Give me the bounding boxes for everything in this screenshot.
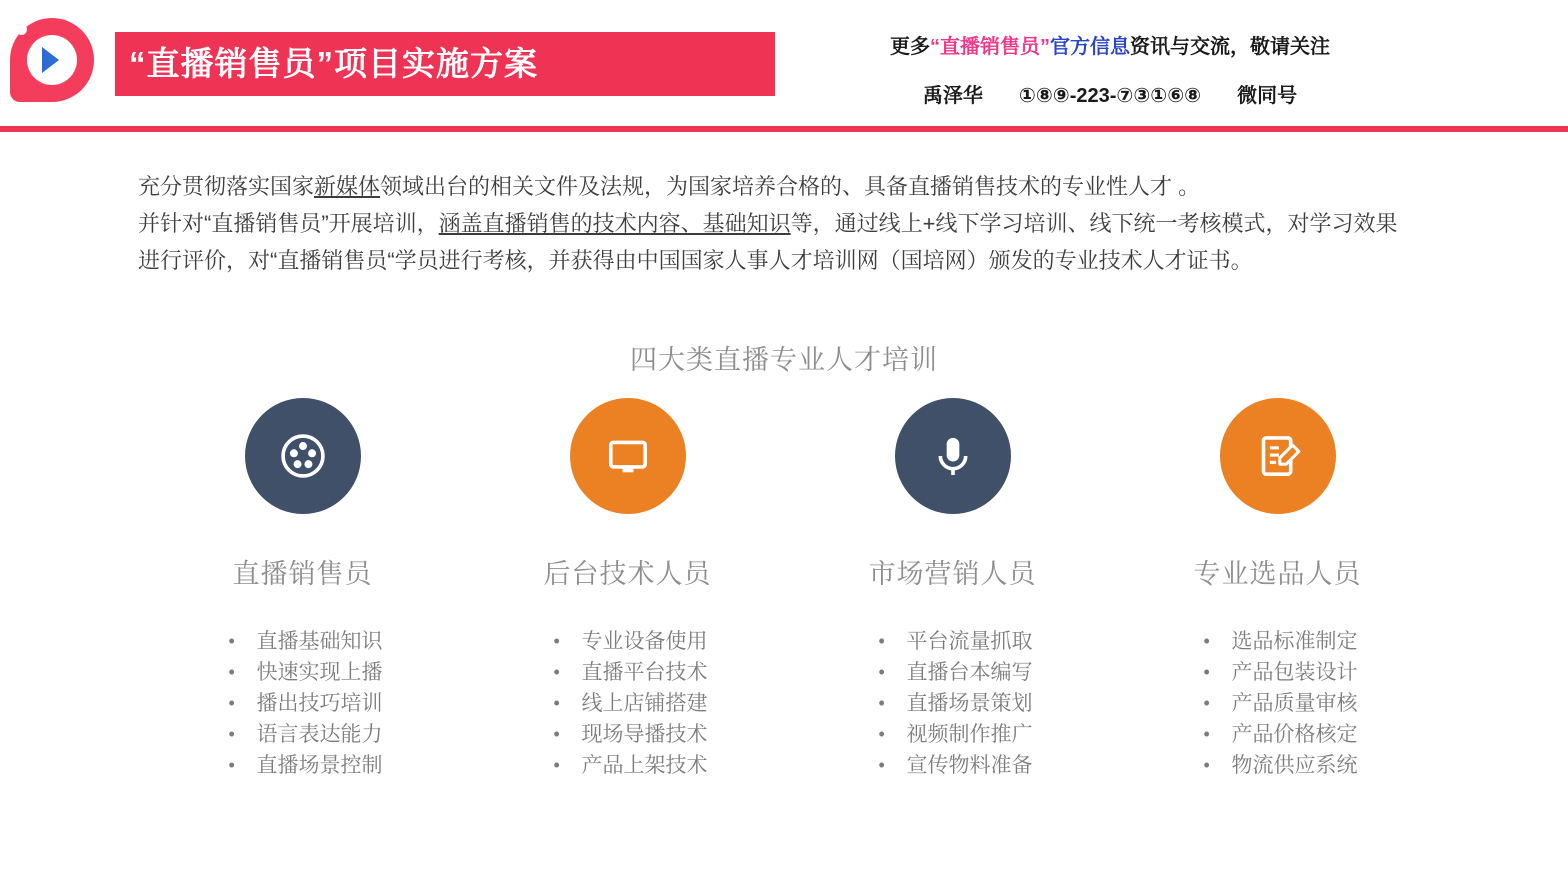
category-title: 直播销售员 <box>232 559 373 589</box>
list-item: • 播出技巧培训 <box>223 689 383 719</box>
contact-block <box>800 30 1420 108</box>
category-column <box>140 398 465 803</box>
category-bullet-list <box>548 627 708 782</box>
category-column <box>465 398 790 803</box>
category-title: 后台技术人员 <box>543 559 712 589</box>
category-column <box>1115 398 1440 803</box>
contact-person-name: 禹泽华 <box>922 85 983 107</box>
paragraph-seg-2-underlined: 新媒体 <box>314 174 381 199</box>
page-header <box>0 0 1568 122</box>
list-item: • 产品质量审核 <box>1198 689 1358 719</box>
paragraph-seg-4: 并针对“直播销售员”开展培训， <box>138 211 439 236</box>
list-item: • 直播场景控制 <box>223 751 383 781</box>
list-item: • 平台流量抓取 <box>873 627 1033 657</box>
category-bullet-list <box>223 627 383 782</box>
category-bullet-list <box>1198 627 1358 782</box>
contact-more-label: 更多 <box>890 36 930 58</box>
list-item: • 产品上架技术 <box>548 751 708 781</box>
logo-dot <box>16 24 27 35</box>
paragraph-seg-5-underlined: 涵盖直播销售的技术内容、基础知识 <box>438 211 791 236</box>
list-item: • 直播台本编写 <box>873 658 1033 688</box>
intro-paragraph <box>138 168 1418 279</box>
microphone-icon <box>895 398 1011 514</box>
contact-program-name: “直播销售员” <box>930 36 1050 58</box>
contact-phone: ①⑧⑨-223-⑦③①⑥⑧ <box>1018 85 1202 107</box>
paragraph-seg-1: 充分贯彻落实国家 <box>138 174 315 199</box>
list-item: • 快速实现上播 <box>223 658 383 688</box>
paragraph-seg-6: 等，通过线上+线下学习培训、线下统一考核模式，对学习效果进行评价，对“直播销售员“学员进行考核，并获得由中国国家人事人才培训网（国培网）颁发的专业技术人才证书。 <box>138 211 1398 273</box>
contact-line-1 <box>800 30 1420 59</box>
category-bullet-list <box>873 627 1033 782</box>
category-title: 市场营销人员 <box>868 559 1037 589</box>
list-item: • 直播基础知识 <box>223 627 383 657</box>
list-item: • 专业设备使用 <box>548 627 708 657</box>
film-reel-icon <box>245 398 361 514</box>
list-item: • 宣传物料准备 <box>873 751 1033 781</box>
paragraph-seg-3: 领域出台的相关文件及法规，为国家培养合格的、具备直播销售技术的专业性人才 。 <box>380 174 1201 199</box>
list-item: • 产品包装设计 <box>1198 658 1358 688</box>
list-item: • 语言表达能力 <box>223 720 383 750</box>
page-title: “直播销售员”项目实施方案 <box>115 32 775 96</box>
contact-official-info: 官方信息 <box>1050 36 1130 58</box>
list-item: • 产品价格核定 <box>1198 720 1358 750</box>
category-column <box>790 398 1115 803</box>
header-divider <box>0 126 1568 132</box>
category-title: 专业选品人员 <box>1193 559 1362 589</box>
list-item: • 线上店铺搭建 <box>548 689 708 719</box>
document-edit-icon <box>1220 398 1336 514</box>
list-item: • 直播场景策划 <box>873 689 1033 719</box>
section-title: 四大类直播专业人才培训 <box>630 345 938 375</box>
list-item: • 物流供应系统 <box>1198 751 1358 781</box>
list-item: • 直播平台技术 <box>548 658 708 688</box>
play-icon <box>42 47 59 73</box>
list-item: • 视频制作推广 <box>873 720 1033 750</box>
contact-line-2 <box>800 79 1420 108</box>
monitor-icon <box>570 398 686 514</box>
training-categories <box>140 398 1440 803</box>
list-item: • 现场导播技术 <box>548 720 708 750</box>
live-video-logo <box>10 18 94 102</box>
contact-follow-text: 资讯与交流，敬请关注 <box>1130 36 1330 58</box>
list-item: • 选品标准制定 <box>1198 627 1358 657</box>
contact-wechat-note: 微同号 <box>1237 85 1298 107</box>
